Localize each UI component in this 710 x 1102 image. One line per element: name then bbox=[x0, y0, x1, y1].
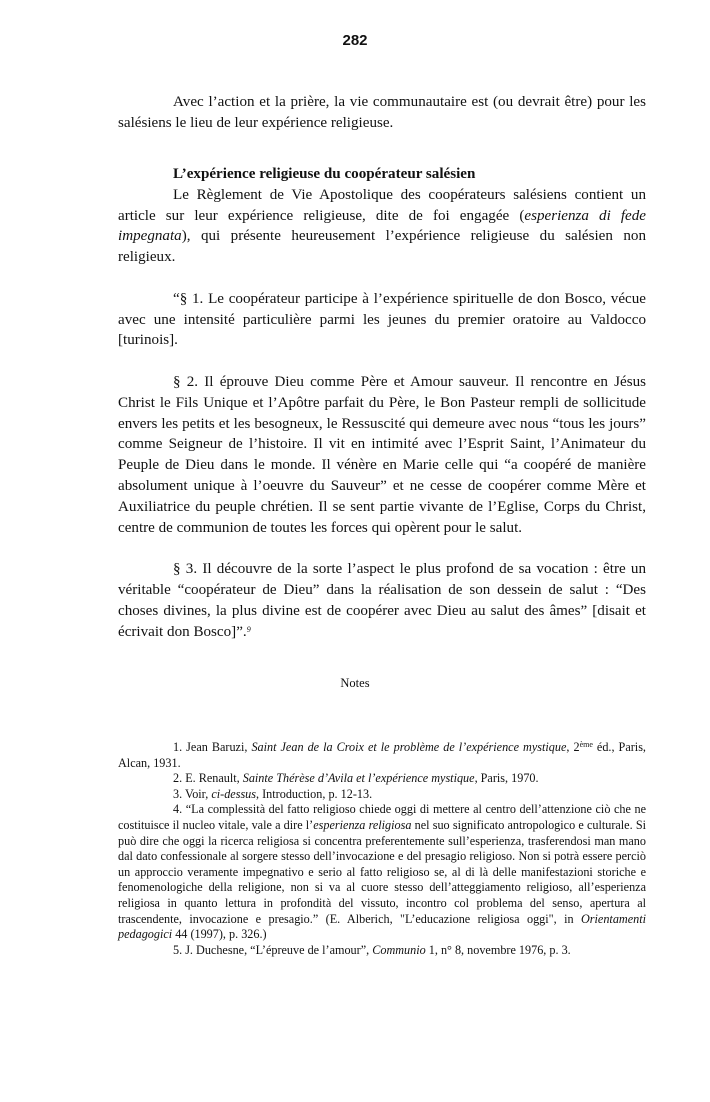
note-2-publisher: , Paris, 1970. bbox=[474, 771, 539, 786]
intro-paragraph-block bbox=[118, 92, 646, 134]
note-5-text-b: 1, n° 8, novembre 1976, p. 3. bbox=[425, 942, 571, 957]
intro-paragraph: Avec l’action et la prière, la vie communautaire est (ou devrait être) pour les salésiens le lieu de leur expérience religieuse. bbox=[118, 94, 646, 131]
note-4-text-a: 4. “La complessità del fatto religioso chiede oggi di mettere al centro dell’attenzione ciò che ne costituisce il nucleo vitale, vale a dire l’ bbox=[118, 802, 646, 832]
notes-heading: Notes bbox=[340, 676, 370, 690]
note-3-text-a: 3. Voir, bbox=[173, 786, 212, 801]
p4-text: § 3. Il découvre de la sorte l’aspect le plus profond de sa vocation : être un véritable “coopérateur de Dieu” dans la réalisation de son dessein de salut : “Des choses divines, la plus divine est de coopérer avec Dieu au salut des âmes” [disait et écrivait don Bosco]”. bbox=[118, 561, 646, 640]
note-3 bbox=[118, 787, 646, 803]
note-4-text-b: nel suo significato antropologico e culturale. Si può dire che oggi la ricerca religiosa si concentra preferentemente sull’esperienza, trasferendosi man mano dal dato confessionale al sorgere stesso dell’invocazione e del presagio religioso. Non si potrà essere perciò un approccio veramente impegnativo e serio al fatto religioso se, al di là delle manifestazioni storiche e fenomenologiche della religione, non si va al cuore stesso dell’atteggiamento religioso, all’esperienza religiosa in quanto lettura in profondità del vissuto, incontro col problema del senso, apertura al trascendente, invocazione e presagio.” (E. Alberich, "L’educazione religiosa oggi", in bbox=[118, 817, 646, 926]
note-1-title: Saint Jean de la Croix et le problème de l’expérience mystique bbox=[251, 740, 567, 754]
note-4-journal: Orientamenti pedagogici bbox=[118, 911, 646, 942]
note-1-author: 1. Jean Baruzi, bbox=[173, 740, 252, 754]
quote-paragraph-2: § 2. Il éprouve Dieu comme Père et Amour sauveur. Il rencontre en Jésus Christ le Fils Unique et l’Apôtre parfait du Père, le Bon Pasteur rempli de sollicitude envers les petits et les besogneux, le Ressuscité qui demeure avec nous “tous les jours” comme Seigneur de l’histoire. Il vit en intimité avec l’Esprit Saint, l’Animateur du Peuple de Dieu dans le monde. Il vénère en Marie celle qui “a coopéré de manière absolument unique à l’oeuvre du Sauveur” et ne cesse de coopérer comme Mère et Auxiliatrice du peuple chrétien. Il se sent partie vivante de l’Eglise, Corps du Christ, centre de communion de toutes les forces qui opèrent pour le salut. bbox=[118, 373, 646, 536]
note-1 bbox=[118, 740, 646, 771]
note-1-publisher: éd., Paris, Alcan, 1931. bbox=[118, 740, 646, 770]
note-2-author: 2. E. Renault, bbox=[173, 771, 243, 786]
note-5-text-a: 5. J. Duchesne, “L’épreuve de l’amour”, bbox=[173, 942, 373, 957]
note-1-superscript: ème bbox=[579, 740, 593, 749]
note-2-title: Sainte Thérèse d’Avila et l’expérience mystique bbox=[242, 771, 475, 786]
quote-paragraph-1: “§ 1. Le coopérateur participe à l’expérience spirituelle de don Bosco, vécue avec une intensité particulière parmi les jeunes du premier oratoire au Valdocco [turinois]. bbox=[118, 290, 646, 349]
notes-list bbox=[118, 740, 646, 958]
note-5 bbox=[118, 943, 646, 959]
page-number: 282 bbox=[342, 32, 368, 49]
note-4-italic-1: esperienza religiosa bbox=[313, 817, 412, 832]
section-paragraph-1 bbox=[118, 185, 646, 268]
footnote-marker: 9 bbox=[246, 624, 251, 634]
quote-paragraph-3 bbox=[118, 559, 646, 642]
note-2 bbox=[118, 771, 646, 787]
note-3-italic: ci-dessus bbox=[211, 786, 257, 801]
note-1-text: , 2 bbox=[566, 740, 580, 754]
note-4-text-c: 44 (1997), p. 326.) bbox=[172, 927, 267, 942]
section-coopérateur bbox=[118, 164, 646, 642]
p1-text-a: Le Règlement de Vie Apostolique des coopérateurs salésiens contient un article sur leur expérience religieuse, dite de foi engagée ( bbox=[118, 186, 646, 224]
note-4 bbox=[118, 802, 646, 942]
note-3-text-b: , Introduction, p. 12-13. bbox=[256, 786, 373, 801]
p1-text-b: ), qui présente heureusement l’expérience religieuse du salésien non religieux. bbox=[118, 228, 646, 266]
p1-italic-phrase: esperienza di fede impegnata bbox=[118, 207, 646, 245]
note-5-journal: Communio bbox=[372, 942, 426, 957]
section-heading: L’expérience religieuse du coopérateur salésien bbox=[173, 166, 476, 182]
section-body bbox=[118, 185, 646, 268]
